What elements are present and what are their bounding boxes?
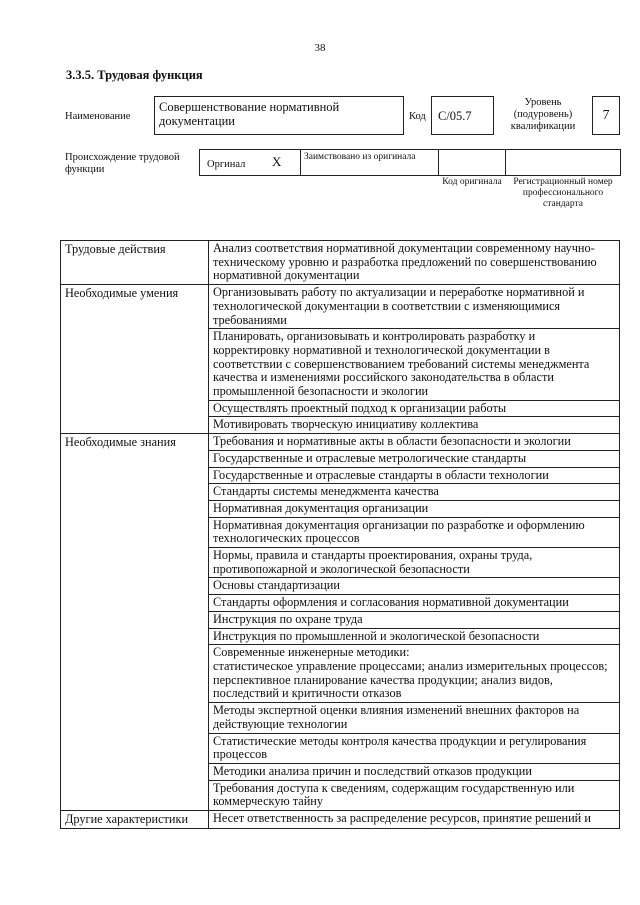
original-label: Оргинал <box>207 159 246 170</box>
row-item: Мотивировать творческую инициативу коллектива <box>209 417 620 434</box>
row-item: Нормативная документация организации <box>209 500 620 517</box>
row-item: Инструкция по промышленной и экологической безопасности <box>209 628 620 645</box>
page-number: 38 <box>314 42 326 54</box>
code-caption: Код оригинала <box>442 177 502 187</box>
row-item: Основы стандартизации <box>209 578 620 595</box>
row-item: Требования доступа к сведениям, содержащим государственную или коммерческую тайну <box>209 780 620 810</box>
row-item: Методики анализа причин и последствий отказов продукции <box>209 763 620 780</box>
row-category: Необходимые знания <box>61 434 209 811</box>
reg-caption: Регистрационный номер профессионального стандарта <box>513 177 613 209</box>
function-table-body <box>61 241 620 829</box>
row-item: Планировать, организовывать и контролировать разработку и корректировку нормативной и технологической документации в соответствии с совершенствованием требований системы менеджмента качества и изменениями российского законодательства в области промышленной безопасности и экологии <box>209 329 620 401</box>
row-item: Государственные и отраслевые метрологические стандарты <box>209 450 620 467</box>
borrowed-label: Заимствовано из оригинала <box>304 152 416 162</box>
row-item: Инструкция по охране труда <box>209 611 620 628</box>
row-item: Несет ответственность за распределение ресурсов, принятие решений и <box>209 811 620 829</box>
level-value: 7 <box>592 96 620 135</box>
row-item: Осуществлять проектный подход к организации работы <box>209 400 620 417</box>
table-row <box>61 811 620 829</box>
origin-reg-cell <box>505 149 621 176</box>
row-item: Современные инженерные методики: статистическое управление процессами; анализ измерительных процессов; перспективное планирование качества продукции; анализ видов, последствий и критичности отказов <box>209 645 620 703</box>
row-item: Нормы, правила и стандарты проектирования, охраны труда, противопожарной и экологической безопасности <box>209 548 620 578</box>
row-item: Стандарты оформления и согласования нормативной документации <box>209 595 620 612</box>
original-mark: X <box>272 154 282 169</box>
row-category: Другие характеристики <box>61 811 209 829</box>
row-item: Статистические методы контроля качества продукции и регулирования процессов <box>209 733 620 763</box>
row-item: Требования и нормативные акты в области безопасности и экологии <box>209 434 620 451</box>
table-row <box>61 285 620 329</box>
name-label: Наименование <box>65 111 131 122</box>
name-value: Совершенствование нормативной документации <box>154 96 404 135</box>
row-item: Организовывать работу по актуализации и переработке нормативной и технологической документации в соответствии с изменяющимися требованиями <box>209 285 620 329</box>
section-title: 3.3.5. Трудовая функция <box>66 68 203 82</box>
row-item: Нормативная документация организации по разработке и оформлению технологических процессов <box>209 517 620 547</box>
level-label: Уровень (подуровень) квалификации <box>510 97 576 132</box>
origin-divider <box>300 150 301 175</box>
origin-table <box>199 149 439 176</box>
row-category: Трудовые действия <box>61 241 209 285</box>
row-item: Государственные и отраслевые стандарты в области технологии <box>209 467 620 484</box>
code-value: С/05.7 <box>431 96 494 135</box>
row-item: Анализ соответствия нормативной документации современному научно-техническому уровню и разработка предложений по совершенствованию нормативной документации <box>209 241 620 285</box>
function-table <box>60 240 620 829</box>
row-item: Методы экспертной оценки влияния изменений внешних факторов на действующие технологии <box>209 703 620 733</box>
table-row <box>61 434 620 451</box>
origin-code-cell <box>438 149 506 176</box>
origin-label: Происхождение трудовой функции <box>65 152 180 175</box>
table-row <box>61 241 620 285</box>
code-label: Код <box>409 111 426 122</box>
row-category: Необходимые умения <box>61 285 209 434</box>
row-item: Стандарты системы менеджмента качества <box>209 484 620 501</box>
